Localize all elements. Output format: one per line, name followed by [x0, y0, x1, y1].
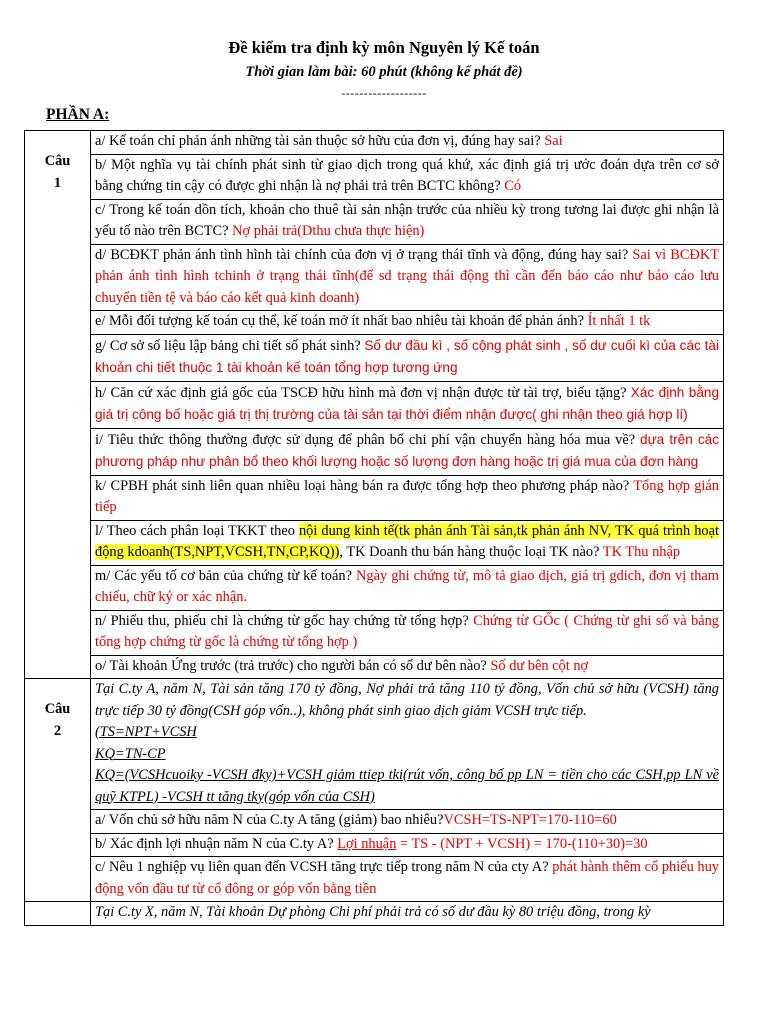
question-row-1o [25, 655, 724, 679]
question-row-2-intro [25, 679, 724, 810]
question-1e: e/ Mỗi đối tượng kế toán cụ thể, kế toán mở ít nhất bao nhiêu tài khoản để phản ánh? Ít nhất 1 tk [91, 311, 724, 335]
answer: TK Thu nhập [602, 544, 681, 560]
question-row-1n [25, 610, 724, 655]
question-1h: h/ Căn cứ xác định giá gốc của TSCĐ hữu hình mà đơn vị nhận được từ tài trợ, biếu tặng? Xác định bằng giá trị công bố hoặc giá trị thị trường của tài sản tại thời điểm nhận được( ghi nhận theo giá hợp lí) [91, 381, 724, 428]
question-row-1l [25, 520, 724, 565]
question-3-label [25, 902, 91, 926]
question-row-2c [25, 857, 724, 902]
question-3-intro: Tại C.ty X, năm N, Tài khoản Dự phòng Chi phí phải trả có số dư đầu kỳ 80 triệu đồng, trong kỳ [91, 902, 724, 926]
question-1n: n/ Phiếu thu, phiếu chi là chứng từ gốc hay chứng từ tổng hợp? Chứng từ GỐc ( Chứng từ ghi sổ và bảng tổng hợp chứng từ gốc là chứng từ tổng hợp ) [91, 610, 724, 655]
answer: Ít nhất 1 tk [587, 313, 651, 329]
question-row-1k [25, 475, 724, 520]
question-1a: a/ Kế toán chỉ phản ánh những tài sản thuộc sở hữu của đơn vị, đúng hay sai? Sai [91, 131, 724, 155]
question-1o: o/ Tài khoản Ứng trước (trả trước) cho người bán có số dư bên nào? Số dư bên cột nợ [91, 655, 724, 679]
answer: phát hành thêm cổ phiếu huy động vốn đầu tư từ cổ đông or góp vốn bằng tiền [95, 859, 719, 897]
formula-line: KQ=TN-CP [95, 745, 166, 762]
answer: VCSH=TS-NPT=170-110=60 [443, 812, 617, 828]
question-1b: b/ Một nghĩa vụ tài chính phát sinh từ giao dịch trong quá khứ, xác định giá trị ước đoán dựa trên cơ sở bằng chứng tin cậy có được ghi nhận là nợ phải trả trên BCTC không? Có [91, 154, 724, 199]
question-2-label: Câu 2 [25, 679, 91, 902]
answer: Xác định bằng giá trị công bố hoặc giá trị thị trường của tài sản tại thời điểm nhận được( ghi nhận theo giá hợp lí) [95, 384, 719, 422]
section-heading: PHẦN A: [46, 106, 110, 123]
answer: dựa trên các phương pháp như phân bổ theo khối lượng hoặc số lượng đơn hàng hoặc trị giá mua của đơn hàng [95, 431, 719, 469]
question-1m: m/ Các yếu tố cơ bản của chứng từ kế toán? Ngày ghi chứng từ, mô tả giao dịch, giá trị gdich, đơn vị tham chiếu, chữ ký or xác nhận. [91, 565, 724, 610]
question-row-1g [25, 334, 724, 381]
answer: Số dư đầu kì , số cộng phát sinh , số dư cuối kì của các tài khoản chi tiết thuộc 1 tài khoản kế toán tổng hợp tương ứng [95, 337, 719, 375]
answer: Chứng từ GỐc ( Chứng từ ghi sổ và bảng tổng hợp chứng từ gốc là chứng từ tổng hợp ) [95, 612, 719, 650]
answer: Sai vì BCĐKT phản ánh tình hình tchinh ở trạng thái tĩnh(để sd trạng thái động thì cần đến báo cáo như báo cáo lưu chuyển tiền tệ và báo cáo kết quả kinh doanh) [95, 246, 720, 306]
document-subtitle: Thời gian làm bài: 60 phút (không kể phát đề) [245, 64, 523, 80]
answer: Ngày ghi chứng từ, mô tả giao dịch, giá trị gdich, đơn vị tham chiếu, chữ ký or xác nhận. [95, 567, 719, 605]
question-1i: i/ Tiêu thức thông thường được sử dụng để phân bổ chi phí vận chuyển hàng hóa mua về? dựa trên các phương pháp như phân bổ theo khối lượng hoặc số lượng đơn hàng hoặc trị giá mua của đơn hàng [91, 428, 724, 475]
question-1k: k/ CPBH phát sinh liên quan nhiều loại hàng bán ra được tổng hợp theo phương pháp nào? Tổng hợp gián tiếp [91, 475, 724, 520]
question-row-1i [25, 428, 724, 475]
question-2-intro: Tại C.ty A, năm N, Tài sản tăng 170 tỷ đồng, Nợ phải trả tăng 110 tỷ đồng, Vốn chủ sở hữu (VCSH) tăng trực tiếp 30 tỷ đồng(CSH góp vốn..), không phát sinh giao dịch giảm VCSH trực tiếp. (TS=NPT+VCSH KQ=TN-CP KQ=(VCSHcuoiky -VCSH đky)+VCSH giảm ttiep tki(rút vốn, công bố pp LN = tiền cho các CSH,pp LN về quỹ KTPL) -VCSH tt tăng tky(góp vốn của CSH) [91, 679, 724, 810]
answer: Có [504, 178, 522, 194]
question-1d: d/ BCĐKT phản ánh tình hình tài chính của đơn vị ở trạng thái tĩnh và động, đúng hay sai? Sai vì BCĐKT phản ánh tình hình tchinh ở trạng thái tĩnh(để sd trạng thái động thì cần đến báo cáo như báo cáo lưu chuyển tiền tệ và báo cáo kết quả kinh doanh) [91, 244, 724, 311]
answer: Lợi nhuận [337, 835, 397, 852]
question-row-2a [25, 810, 724, 834]
formula-line: (TS=NPT+VCSH [95, 724, 197, 740]
question-row-1c [25, 199, 724, 244]
answer: Sai [544, 133, 563, 149]
document-title: Đề kiểm tra định kỳ môn Nguyên lý Kế toán [228, 38, 540, 57]
question-1l: l/ Theo cách phân loại TKKT theo nội dung kinh tế(tk phản ánh Tài sản,tk phản ánh NV, TK quá trình hoạt động kdoanh(TS,NPT,VCSH,TN,CP,KQ)), TK Doanh thu bán hàng thuộc loại TK nào? TK Thu nhập [91, 520, 724, 565]
question-row-1a [25, 131, 724, 155]
separator: ------------------- [341, 86, 427, 100]
answer: Tổng hợp gián tiếp [95, 477, 720, 515]
question-row-2b [25, 833, 724, 857]
question-row-1e [25, 311, 724, 335]
question-2b: b/ Xác định lợi nhuận năm N của C.ty A? Lợi nhuận = TS - (NPT + VCSH) = 170-(110+30)=30 [91, 833, 724, 857]
answer: Số dư bên cột nợ [490, 657, 589, 674]
question-row-1d [25, 244, 724, 311]
question-2a: a/ Vốn chủ sở hữu năm N của C.ty A tăng (giảm) bao nhiêu?VCSH=TS-NPT=170-110=60 [91, 810, 724, 834]
question-1c: c/ Trong kế toán dồn tích, khoản cho thuê tài sản nhận trước của nhiều kỳ trong tương lai được ghi nhận là yếu tố nào trên BCTC? Nợ phải trả(Dthu chưa thực hiện) [91, 199, 724, 244]
question-2c: c/ Nêu 1 nghiệp vụ liên quan đến VCSH tăng trực tiếp trong năm N của cty A? phát hành thêm cổ phiếu huy động vốn đầu tư từ cổ đông or góp vốn bằng tiền [91, 857, 724, 902]
question-row-3-intro [25, 902, 724, 926]
question-row-1m [25, 565, 724, 610]
question-row-1b [25, 154, 724, 199]
exam-table [24, 130, 724, 679]
highlighted-text: nội dung kinh tế(tk phản ánh Tài sản,tk phản ánh NV, TK quá trình hoạt động kdoanh(TS,NPT,VCSH,TN,CP,KQ)) [95, 522, 719, 560]
question-row-1h [25, 381, 724, 428]
question-1-label: Câu 1 [25, 131, 91, 679]
answer: Nợ phải trả(Dthu chưa thực hiện) [232, 223, 425, 239]
exam-table-part-2 [24, 678, 724, 926]
formula-line: KQ=(VCSHcuoiky -VCSH đky)+VCSH giảm ttiep tki(rút vốn, công bố pp LN = tiền cho các CSH,pp LN về quỹ KTPL) -VCSH tt tăng tky(góp vốn của CSH) [95, 767, 719, 805]
question-1g: g/ Cơ sở số liệu lập bảng chi tiết số phát sinh? Số dư đầu kì , số cộng phát sinh , số dư cuối kì của các tài khoản chi tiết thuộc 1 tài khoản kế toán tổng hợp tương ứng [91, 334, 724, 381]
